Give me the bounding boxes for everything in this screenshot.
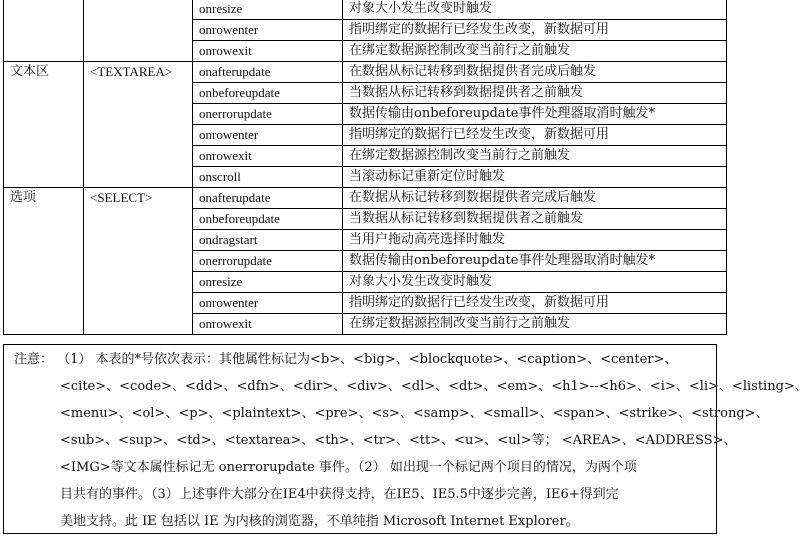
textarea-group-tag: <TEXTAREA> (84, 62, 193, 188)
event-name-cell: onrowenter (193, 293, 343, 314)
event-desc-cell: 指明绑定的数据行已经发生改变，新数据可用 (343, 125, 727, 146)
note-line: <IMG>等文本属性标记无 onerrorupdate 事件。（2） 如出现一个标记两个项目的情况，为两个项 (60, 460, 637, 475)
event-desc-cell: 数据传输由onbeforeupdate事件处理器取消时触发* (343, 251, 727, 272)
event-name-cell: onrowexit (193, 314, 343, 335)
event-name-cell: onscroll (193, 167, 343, 188)
event-desc-cell: 指明绑定的数据行已经发生改变，新数据可用 (343, 20, 727, 41)
event-desc-cell: 当滚动标记重新定位时触发 (343, 167, 727, 188)
event-name-cell: onbeforeupdate (193, 209, 343, 230)
events-table (3, 0, 727, 335)
note-line: <cite>、<code>、<dd>、<dfn>、<dir>、<div>、<dl>、<dt>、<em>、<h1>--<h6>、<i>、<li>、<listing>、 (60, 379, 808, 394)
event-name-cell: onrowexit (193, 41, 343, 62)
table-row (4, 0, 727, 20)
event-desc-cell: 在绑定数据源控制改变当前行之前触发 (343, 146, 727, 167)
note-line: <menu>、<ol>、<p>、<plaintext>、<pre>、<s>、<samp>、<small>、<span>、<strike>、<strong>、 (60, 406, 769, 421)
select-group-tag: <SELECT> (84, 188, 193, 335)
event-name-cell: onerrorupdate (193, 251, 343, 272)
event-desc-cell: 当用户拖动高亮选择时触发 (343, 230, 727, 251)
event-name-cell: ondragstart (193, 230, 343, 251)
textarea-group-name: 文本区 (4, 62, 84, 188)
note-box (3, 344, 808, 534)
event-name-cell: onafterupdate (193, 188, 343, 209)
event-desc-cell: 在数据从标记转移到数据提供者完成后触发 (343, 62, 727, 83)
event-desc-cell: 在绑定数据源控制改变当前行之前触发 (343, 41, 727, 62)
event-name-cell: onbeforeupdate (193, 83, 343, 104)
event-desc-cell: 数据传输由onbeforeupdate事件处理器取消时触发* (343, 104, 727, 125)
event-name-cell: onerrorupdate (193, 104, 343, 125)
prev-group-name-cell (4, 0, 84, 62)
select-group-name: 选项 (4, 188, 84, 335)
event-name-cell: onrowenter (193, 20, 343, 41)
events-table-body (4, 0, 727, 335)
note-line: 美地支持。此 IE 包括以 IE 为内核的浏览器，不单纯指 Microsoft Internet Explorer。 (60, 514, 579, 529)
event-desc-cell: 当数据从标记转移到数据提供者之前触发 (343, 209, 727, 230)
table-row (4, 188, 727, 209)
event-desc-cell: 在数据从标记转移到数据提供者完成后触发 (343, 188, 727, 209)
event-desc-cell: 在绑定数据源控制改变当前行之前触发 (343, 314, 727, 335)
prev-group-tag-cell (84, 0, 193, 62)
note-line: 注意： （1） 本表的*号依次表示：其他属性标记为<b>、<big>、<blockquote>、<caption>、<center>、 (14, 352, 678, 367)
event-name-cell: onrowexit (193, 146, 343, 167)
table-row (4, 62, 727, 83)
event-desc-cell: 当数据从标记转移到数据提供者之前触发 (343, 83, 727, 104)
event-desc-cell: 对象大小发生改变时触发 (343, 0, 727, 20)
event-desc-cell: 对象大小发生改变时触发 (343, 272, 727, 293)
note-line: <sub>、<sup>、<td>、<textarea>、<th>、<tr>、<tt>、<u>、<ul>等； <AREA>、<ADDRESS>、 (60, 433, 737, 448)
event-desc-cell: 指明绑定的数据行已经发生改变，新数据可用 (343, 293, 727, 314)
event-name-cell: onresize (193, 272, 343, 293)
note-line: 目共有的事件。（3）上述事件大部分在IE4中获得支持，在IE5、IE5.5中逐步完善，IE6+得到完 (60, 487, 619, 502)
event-name-cell: onrowenter (193, 125, 343, 146)
event-name-cell: onresize (193, 0, 343, 20)
event-name-cell: onafterupdate (193, 62, 343, 83)
